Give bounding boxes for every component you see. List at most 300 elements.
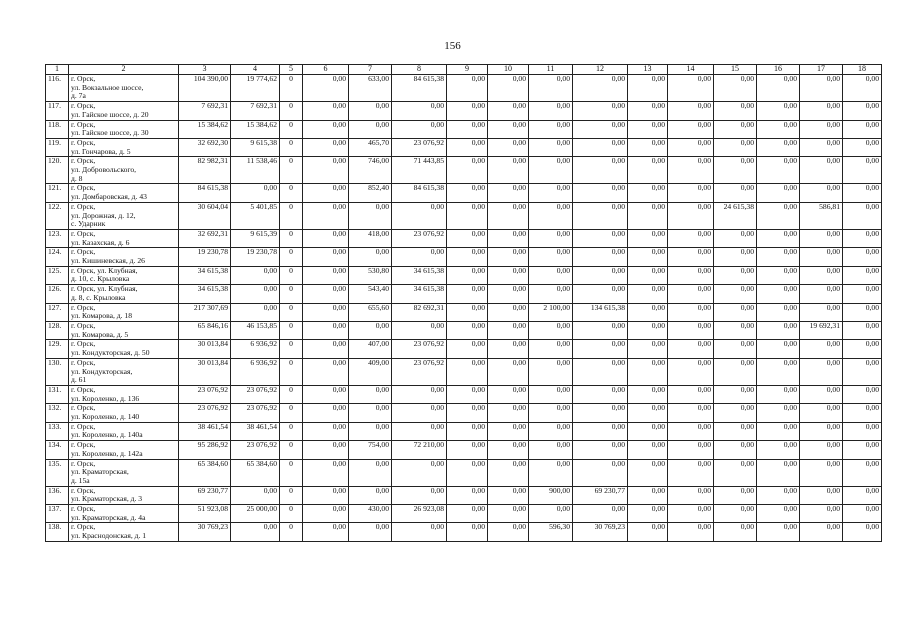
address-line: г. Орск, (71, 247, 96, 257)
value-cell: 65 384,60 (231, 459, 280, 486)
address-line: ул. Добровольского, (71, 165, 137, 175)
value-cell: 0,00 (392, 422, 447, 440)
value-cell: 0 (280, 321, 303, 339)
value-cell: 19 230,78 (179, 248, 231, 266)
column-header: 10 (488, 65, 529, 75)
address-cell (69, 358, 179, 385)
value-cell: 0,00 (628, 266, 668, 284)
value-cell: 0,00 (800, 459, 843, 486)
value-cell: 0,00 (447, 505, 488, 523)
value-cell: 0,00 (447, 138, 488, 156)
value-cell: 0,00 (349, 120, 392, 138)
value-cell: 0 (280, 340, 303, 358)
table-row (46, 459, 882, 486)
value-cell: 0,00 (628, 229, 668, 247)
value-cell: 0,00 (714, 441, 757, 459)
value-cell: 0,00 (529, 404, 573, 422)
address-line: ул. Короленко, д. 140 (71, 412, 140, 422)
value-cell: 0,00 (714, 120, 757, 138)
value-cell: 0,00 (231, 486, 280, 504)
value-cell: 19 692,31 (800, 321, 843, 339)
value-cell: 0,00 (668, 120, 714, 138)
value-cell: 0,00 (714, 266, 757, 284)
value-cell: 7 692,31 (179, 102, 231, 120)
value-cell: 0,00 (573, 248, 628, 266)
value-cell: 0,00 (303, 321, 349, 339)
value-cell: 0,00 (843, 120, 882, 138)
table-row (46, 340, 882, 358)
value-cell: 0,00 (668, 184, 714, 202)
value-cell: 0,00 (529, 202, 573, 229)
value-cell: 0,00 (488, 229, 529, 247)
value-cell: 0,00 (488, 75, 529, 102)
value-cell: 0,00 (447, 266, 488, 284)
table-row (46, 266, 882, 284)
value-cell: 0,00 (573, 266, 628, 284)
value-cell: 0 (280, 138, 303, 156)
value-cell: 0,00 (843, 321, 882, 339)
value-cell: 217 307,69 (179, 303, 231, 321)
value-cell: 0,00 (800, 486, 843, 504)
value-cell: 82 692,31 (392, 303, 447, 321)
value-cell: 23 076,92 (392, 340, 447, 358)
value-cell: 0,00 (843, 385, 882, 403)
value-cell: 0,00 (668, 303, 714, 321)
address-cell (69, 229, 179, 247)
value-cell: 30 604,04 (179, 202, 231, 229)
value-cell: 0,00 (573, 422, 628, 440)
value-cell: 0 (280, 248, 303, 266)
value-cell: 0,00 (529, 505, 573, 523)
table-row (46, 202, 882, 229)
value-cell: 0,00 (529, 75, 573, 102)
value-cell: 0,00 (800, 303, 843, 321)
value-cell: 0,00 (349, 385, 392, 403)
value-cell: 754,00 (349, 441, 392, 459)
table-row (46, 422, 882, 440)
value-cell: 0,00 (628, 202, 668, 229)
table-row (46, 523, 882, 541)
value-cell: 0,00 (843, 202, 882, 229)
value-cell: 0,00 (488, 120, 529, 138)
value-cell: 0,00 (843, 523, 882, 541)
row-number: 137. (46, 505, 69, 523)
value-cell: 0,00 (447, 459, 488, 486)
value-cell: 0,00 (573, 75, 628, 102)
column-header: 16 (757, 65, 800, 75)
table-row (46, 285, 882, 303)
value-cell: 84 615,38 (392, 184, 447, 202)
value-cell: 0 (280, 441, 303, 459)
value-cell: 0,00 (843, 157, 882, 184)
address-line: д. 15а (71, 475, 90, 485)
value-cell: 407,00 (349, 340, 392, 358)
address-cell (69, 285, 179, 303)
address-line: ул. Гайское шоссе, д. 30 (71, 128, 149, 138)
value-cell: 82 982,31 (179, 157, 231, 184)
value-cell: 0,00 (573, 120, 628, 138)
value-cell: 0,00 (628, 505, 668, 523)
value-cell: 0,00 (447, 102, 488, 120)
value-cell: 9 615,39 (231, 229, 280, 247)
address-line: г. Орск, (71, 440, 96, 450)
value-cell: 0,00 (573, 157, 628, 184)
value-cell: 0,00 (392, 102, 447, 120)
address-cell (69, 321, 179, 339)
value-cell: 0,00 (628, 120, 668, 138)
value-cell: 6 936,92 (231, 340, 280, 358)
value-cell: 0,00 (800, 505, 843, 523)
column-header: 11 (529, 65, 573, 75)
value-cell: 0,00 (573, 358, 628, 385)
value-cell: 104 390,00 (179, 75, 231, 102)
value-cell: 0,00 (757, 486, 800, 504)
address-line: ул. Вокзальное шоссе, (71, 82, 144, 92)
value-cell: 0,00 (757, 321, 800, 339)
value-cell: 0,00 (392, 486, 447, 504)
value-cell: 15 384,62 (179, 120, 231, 138)
value-cell: 0,00 (668, 422, 714, 440)
value-cell: 0,00 (843, 459, 882, 486)
value-cell: 0,00 (757, 459, 800, 486)
address-line: ул. Гончарова, д. 5 (71, 146, 131, 156)
value-cell: 0 (280, 202, 303, 229)
table-row (46, 321, 882, 339)
value-cell: 30 769,23 (179, 523, 231, 541)
column-header: 9 (447, 65, 488, 75)
table-row (46, 184, 882, 202)
value-cell: 0,00 (488, 321, 529, 339)
value-cell: 0,00 (303, 486, 349, 504)
table-header (46, 65, 882, 75)
value-cell: 0,00 (303, 184, 349, 202)
value-cell: 0,00 (447, 248, 488, 266)
table-row (46, 102, 882, 120)
table-row (46, 505, 882, 523)
value-cell: 0,00 (714, 404, 757, 422)
page-number: 156 (444, 40, 461, 52)
value-cell: 0,00 (843, 303, 882, 321)
address-cell (69, 157, 179, 184)
value-cell: 0,00 (447, 358, 488, 385)
value-cell: 543,40 (349, 285, 392, 303)
value-cell: 0,00 (800, 102, 843, 120)
value-cell: 0 (280, 404, 303, 422)
value-cell: 0,00 (349, 202, 392, 229)
value-cell: 23 076,92 (392, 138, 447, 156)
address-line: г. Орск, (71, 183, 96, 193)
value-cell: 0,00 (349, 248, 392, 266)
value-cell: 0,00 (488, 422, 529, 440)
value-cell: 0,00 (800, 358, 843, 385)
row-number: 128. (46, 321, 69, 339)
value-cell: 0,00 (447, 157, 488, 184)
table-row (46, 441, 882, 459)
column-header: 15 (714, 65, 757, 75)
value-cell: 46 153,85 (231, 321, 280, 339)
value-cell: 0,00 (488, 303, 529, 321)
value-cell: 0,00 (447, 202, 488, 229)
value-cell: 0,00 (447, 120, 488, 138)
value-cell: 0,00 (668, 75, 714, 102)
value-cell: 51 923,08 (179, 505, 231, 523)
value-cell: 0,00 (392, 523, 447, 541)
address-cell (69, 441, 179, 459)
address-cell (69, 523, 179, 541)
value-cell: 95 286,92 (179, 441, 231, 459)
value-cell: 0 (280, 505, 303, 523)
value-cell: 0,00 (573, 441, 628, 459)
value-cell: 0 (280, 285, 303, 303)
value-cell: 0,00 (488, 358, 529, 385)
table-body (46, 75, 882, 542)
value-cell: 23 076,92 (231, 385, 280, 403)
value-cell: 0,00 (843, 358, 882, 385)
row-number: 130. (46, 358, 69, 385)
row-number: 138. (46, 523, 69, 541)
column-header: 6 (303, 65, 349, 75)
value-cell: 0,00 (800, 157, 843, 184)
row-number: 133. (46, 422, 69, 440)
value-cell: 0,00 (843, 285, 882, 303)
value-cell: 0,00 (628, 248, 668, 266)
value-cell: 0 (280, 184, 303, 202)
value-cell: 69 230,77 (179, 486, 231, 504)
value-cell: 0,00 (668, 404, 714, 422)
address-cell (69, 184, 179, 202)
value-cell: 0 (280, 120, 303, 138)
address-cell (69, 459, 179, 486)
address-line: ул. Комарова, д. 5 (71, 329, 129, 339)
value-cell: 0,00 (628, 340, 668, 358)
value-cell: 0,00 (529, 385, 573, 403)
address-line: г. Орск, (71, 321, 96, 330)
value-cell: 25 000,00 (231, 505, 280, 523)
address-line: ул. Кишиневская, д. 26 (71, 256, 145, 266)
value-cell: 0,00 (488, 138, 529, 156)
value-cell: 0,00 (447, 385, 488, 403)
value-cell: 0,00 (668, 385, 714, 403)
value-cell: 0,00 (303, 459, 349, 486)
address-line: ул. Дорожная, д. 12, (71, 210, 136, 220)
value-cell: 23 076,92 (231, 441, 280, 459)
value-cell: 0,00 (668, 358, 714, 385)
address-line: г. Орск, (71, 422, 96, 431)
value-cell: 0,00 (757, 75, 800, 102)
value-cell: 0,00 (573, 229, 628, 247)
table-row (46, 358, 882, 385)
address-line: ул. Краснодонская, д. 1 (71, 531, 147, 541)
value-cell: 0,00 (714, 248, 757, 266)
value-cell: 0,00 (843, 248, 882, 266)
address-line: ул. Короленко, д. 140а (71, 430, 143, 440)
row-number: 131. (46, 385, 69, 403)
value-cell: 0,00 (529, 248, 573, 266)
value-cell: 0,00 (757, 505, 800, 523)
address-line: ул. Кондукторская, д. 50 (71, 348, 150, 358)
value-cell: 430,00 (349, 505, 392, 523)
value-cell: 0,00 (757, 202, 800, 229)
value-cell: 19 774,62 (231, 75, 280, 102)
value-cell: 0,00 (668, 138, 714, 156)
column-header: 3 (179, 65, 231, 75)
value-cell: 0,00 (488, 340, 529, 358)
value-cell: 0,00 (628, 441, 668, 459)
value-cell: 0,00 (303, 505, 349, 523)
value-cell: 0,00 (488, 385, 529, 403)
row-number: 135. (46, 459, 69, 486)
value-cell: 84 615,38 (392, 75, 447, 102)
value-cell: 0,00 (628, 358, 668, 385)
value-cell: 0 (280, 486, 303, 504)
value-cell: 0,00 (303, 248, 349, 266)
address-line: г. Орск, (71, 120, 96, 129)
value-cell: 0,00 (303, 266, 349, 284)
value-cell: 0,00 (303, 303, 349, 321)
row-number: 134. (46, 441, 69, 459)
value-cell: 0,00 (628, 285, 668, 303)
value-cell: 0,00 (488, 202, 529, 229)
value-cell: 0,00 (668, 523, 714, 541)
column-header: 7 (349, 65, 392, 75)
table-row (46, 138, 882, 156)
column-header: 2 (69, 65, 179, 75)
value-cell: 0,00 (800, 340, 843, 358)
value-cell: 0,00 (447, 321, 488, 339)
value-cell: 0,00 (668, 248, 714, 266)
value-cell: 0,00 (488, 102, 529, 120)
value-cell: 0,00 (800, 422, 843, 440)
value-cell: 0 (280, 75, 303, 102)
value-cell: 0,00 (843, 102, 882, 120)
value-cell: 0,00 (349, 321, 392, 339)
value-cell: 0,00 (303, 120, 349, 138)
value-cell: 0,00 (843, 138, 882, 156)
value-cell: 418,00 (349, 229, 392, 247)
row-number: 120. (46, 157, 69, 184)
value-cell: 0,00 (447, 303, 488, 321)
value-cell: 69 230,77 (573, 486, 628, 504)
value-cell: 0 (280, 157, 303, 184)
value-cell: 0,00 (628, 422, 668, 440)
address-line: д. 61 (71, 375, 87, 385)
value-cell: 0 (280, 102, 303, 120)
value-cell: 0,00 (843, 404, 882, 422)
value-cell: 84 615,38 (179, 184, 231, 202)
address-line: ул. Кондукторская, (71, 366, 133, 376)
value-cell: 34 615,38 (179, 285, 231, 303)
value-cell: 0,00 (714, 340, 757, 358)
value-cell: 0,00 (573, 459, 628, 486)
value-cell: 0,00 (843, 340, 882, 358)
value-cell: 24 615,38 (714, 202, 757, 229)
row-number: 127. (46, 303, 69, 321)
value-cell: 0 (280, 303, 303, 321)
data-table (45, 64, 882, 542)
value-cell: 0,00 (628, 157, 668, 184)
value-cell: 0,00 (714, 523, 757, 541)
value-cell: 0,00 (843, 184, 882, 202)
value-cell: 0,00 (529, 266, 573, 284)
row-number: 122. (46, 202, 69, 229)
value-cell: 0,00 (349, 486, 392, 504)
value-cell: 0,00 (714, 184, 757, 202)
address-line: ул. Краматорская, д. 4а (71, 512, 146, 522)
value-cell: 0,00 (757, 120, 800, 138)
value-cell: 0,00 (303, 340, 349, 358)
value-cell: 7 692,31 (231, 102, 280, 120)
row-number: 116. (46, 75, 69, 102)
address-cell (69, 505, 179, 523)
value-cell: 0,00 (800, 120, 843, 138)
address-line: ул. Короленко, д. 142а (71, 448, 143, 458)
value-cell: 0,00 (757, 404, 800, 422)
value-cell: 0,00 (714, 385, 757, 403)
value-cell: 0,00 (488, 404, 529, 422)
value-cell: 0,00 (757, 138, 800, 156)
value-cell: 0,00 (447, 486, 488, 504)
value-cell: 65 846,16 (179, 321, 231, 339)
address-line: д. 8, с. Крыловка (71, 292, 126, 302)
value-cell: 72 210,00 (392, 441, 447, 459)
row-number: 126. (46, 285, 69, 303)
address-line: г. Орск, (71, 303, 96, 312)
column-header: 14 (668, 65, 714, 75)
row-number: 129. (46, 340, 69, 358)
value-cell: 0,00 (668, 340, 714, 358)
value-cell: 0,00 (843, 75, 882, 102)
value-cell: 0,00 (447, 75, 488, 102)
value-cell: 0,00 (714, 75, 757, 102)
address-cell (69, 404, 179, 422)
value-cell: 23 076,92 (392, 229, 447, 247)
value-cell: 0 (280, 266, 303, 284)
value-cell: 0 (280, 358, 303, 385)
value-cell: 0 (280, 459, 303, 486)
address-cell (69, 486, 179, 504)
value-cell: 0,00 (488, 266, 529, 284)
value-cell: 0,00 (303, 157, 349, 184)
value-cell: 0,00 (447, 184, 488, 202)
value-cell: 0,00 (303, 404, 349, 422)
row-number: 119. (46, 138, 69, 156)
address-cell (69, 422, 179, 440)
column-header: 4 (231, 65, 280, 75)
value-cell: 0,00 (628, 102, 668, 120)
value-cell: 0,00 (529, 229, 573, 247)
value-cell: 0,00 (349, 459, 392, 486)
value-cell: 0,00 (303, 285, 349, 303)
value-cell: 38 461,54 (231, 422, 280, 440)
value-cell: 0,00 (843, 486, 882, 504)
column-header: 13 (628, 65, 668, 75)
column-header: 1 (46, 65, 69, 75)
value-cell: 0,00 (668, 229, 714, 247)
value-cell: 15 384,62 (231, 120, 280, 138)
row-number: 136. (46, 486, 69, 504)
address-line: ул. Краматорская, (71, 467, 129, 477)
value-cell: 0,00 (714, 422, 757, 440)
value-cell: 5 401,85 (231, 202, 280, 229)
value-cell: 0,00 (303, 138, 349, 156)
value-cell: 0,00 (303, 441, 349, 459)
value-cell: 0,00 (573, 285, 628, 303)
value-cell: 34 615,38 (179, 266, 231, 284)
value-cell: 134 615,38 (573, 303, 628, 321)
table-row (46, 303, 882, 321)
address-line: г. Орск, ул. Клубная, (71, 284, 138, 294)
value-cell: 0,00 (757, 340, 800, 358)
